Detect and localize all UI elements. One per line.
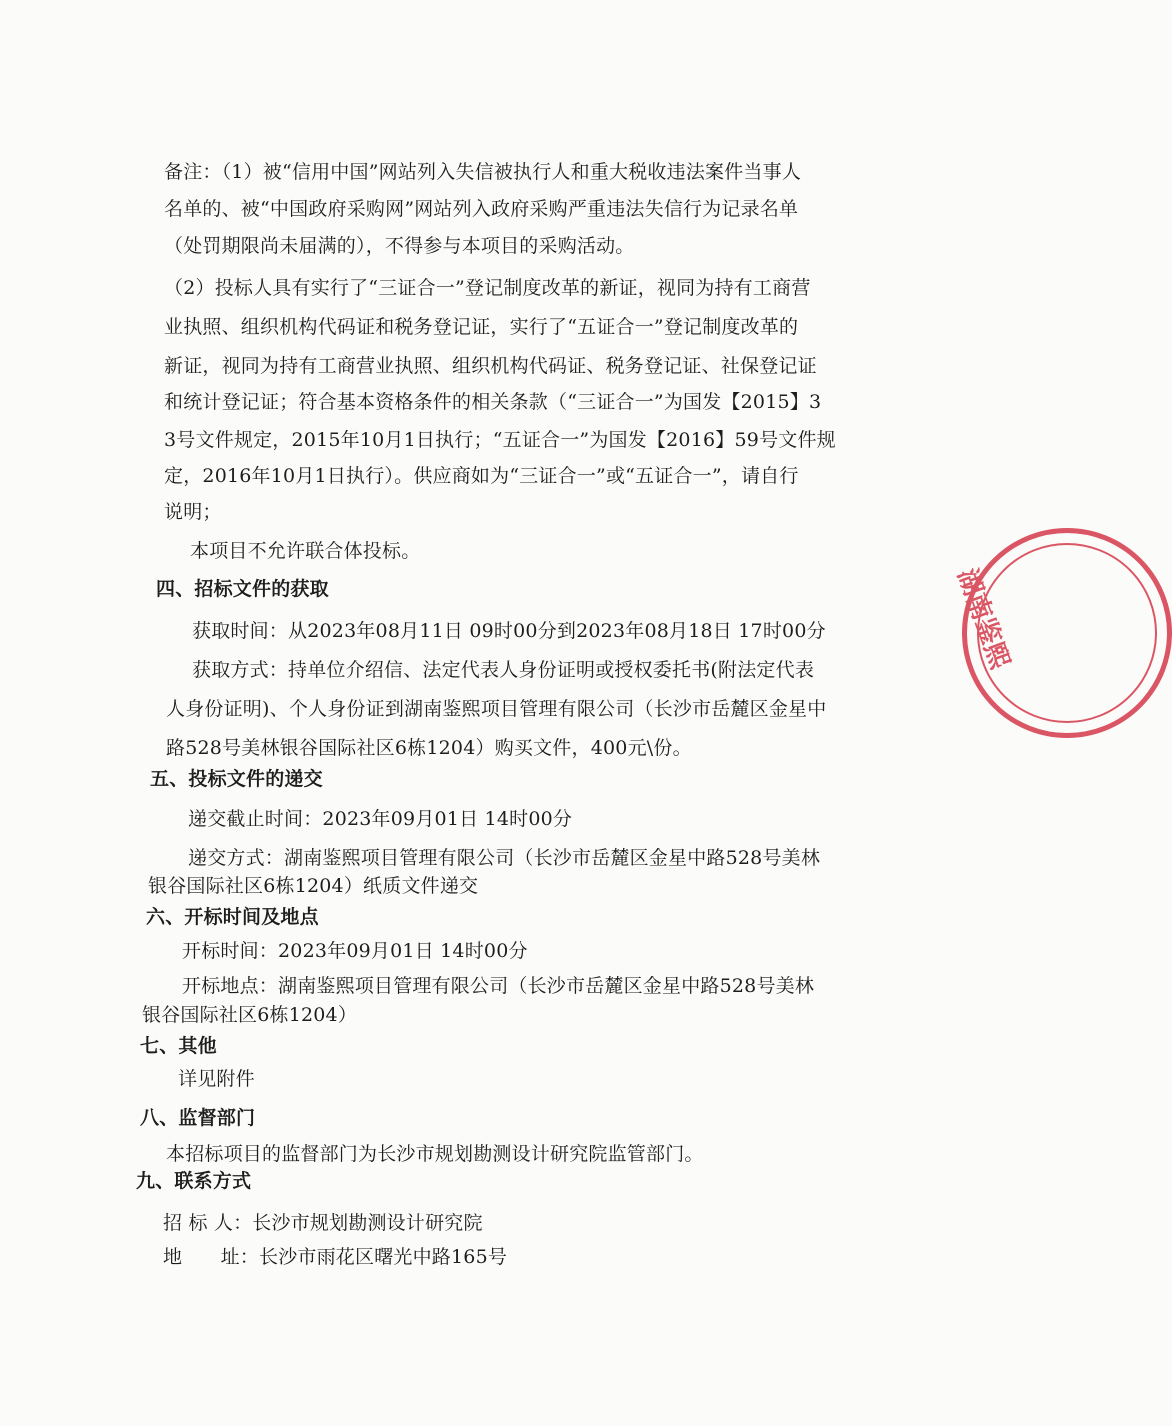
note-line-3: （处罚期限尚未届满的），不得参与本项目的采购活动。 [164, 235, 635, 257]
acquire-method-1: 获取方式：持单位介绍信、法定代表人身份证明或授权委托书(附法定代表 [192, 659, 815, 681]
note2-line-2: 业执照、组织机构代码证和税务登记证，实行了“五证合一”登记制度改革的 [164, 316, 799, 338]
seal-text: 湖南鉴熙 [951, 565, 1015, 674]
contact-address: 地 址：长沙市雨花区曙光中路165号 [163, 1246, 508, 1268]
open-time: 开标时间：2023年09月01日 14时00分 [182, 940, 528, 962]
consortium-line: 本项目不允许联合体投标。 [190, 540, 421, 562]
open-place-1: 开标地点：湖南鉴熙项目管理有限公司（长沙市岳麓区金星中路528号美林 [182, 975, 815, 997]
company-seal [951, 528, 1172, 738]
section-heading-8: 八、监督部门 [140, 1107, 256, 1129]
submit-deadline: 递交截止时间：2023年09月01日 14时00分 [188, 808, 573, 830]
acquire-method-2: 人身份证明)、个人身份证到湖南鉴熙项目管理有限公司（长沙市岳麓区金星中 [166, 698, 827, 720]
submit-method-2: 银谷国际社区6栋1204）纸质文件递交 [148, 875, 479, 897]
note2-line-4: 和统计登记证；符合基本资格条件的相关条款（“三证合一”为国发【2015】3 [164, 391, 822, 413]
note2-line-1: （2）投标人具有实行了“三证合一”登记制度改革的新证，视同为持有工商营 [164, 277, 811, 299]
note2-line-3: 新证，视同为持有工商营业执照、组织机构代码证、税务登记证、社保登记证 [164, 355, 817, 377]
contact-tenderer: 招 标 人：长沙市规划勘测设计研究院 [163, 1212, 483, 1234]
note2-line-5: 3号文件规定，2015年10月1日执行；“五证合一”为国发【2016】59号文件规 [164, 429, 836, 451]
note2-line-6: 定，2016年10月1日执行）。供应商如为“三证合一”或“五证合一”，请自行 [164, 465, 799, 487]
section-heading-5: 五、投标文件的递交 [150, 768, 323, 790]
note-line-1: 备注：（1）被“信用中国”网站列入失信被执行人和重大税收违法案件当事人 [164, 161, 802, 183]
supervision-text: 本招标项目的监督部门为长沙市规划勘测设计研究院监管部门。 [166, 1143, 704, 1165]
section-heading-9: 九、联系方式 [136, 1170, 252, 1192]
other-text: 详见附件 [178, 1068, 255, 1090]
note2-line-7: 说明； [164, 501, 222, 523]
section-heading-4: 四、招标文件的获取 [156, 578, 329, 600]
section-heading-7: 七、其他 [140, 1035, 217, 1057]
section-heading-6: 六、开标时间及地点 [146, 906, 319, 928]
open-place-2: 银谷国际社区6栋1204） [142, 1004, 358, 1026]
note-line-2: 名单的、被“中国政府采购网”网站列入政府采购严重违法失信行为记录名单 [164, 198, 799, 220]
submit-method-1: 递交方式：湖南鉴熙项目管理有限公司（长沙市岳麓区金星中路528号美林 [188, 847, 821, 869]
acquire-method-3: 路528号美林银谷国际社区6栋1204）购买文件，400元\份。 [166, 737, 692, 759]
acquire-time: 获取时间：从2023年08月11日 09时00分到2023年08月18日 17时00分 [192, 620, 826, 642]
